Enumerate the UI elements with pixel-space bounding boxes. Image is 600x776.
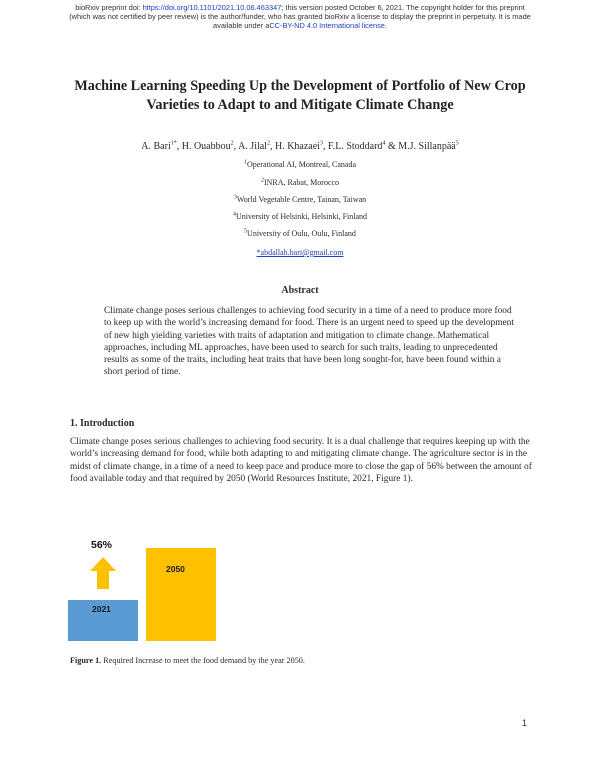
affiliation: $^3$World Vegetable Centre, Tainan, Taiwan — [233, 194, 367, 204]
increase-arrow-icon — [88, 557, 118, 589]
affiliation: $^5$University of Oulu, Oulu, Finland — [244, 228, 356, 238]
banner-line-3: available under aCC-BY-ND 4.0 International license. — [213, 21, 387, 31]
email-line — [40, 248, 560, 258]
author-list — [40, 141, 560, 152]
license-link[interactable]: CC-BY-ND 4.0 International license — [269, 21, 385, 31]
author: A. Jilal$^2$, — [238, 140, 275, 152]
affiliation: $^2$INRA, Rabat, Morocco — [260, 177, 340, 187]
preprint-banner — [0, 3, 600, 31]
bar-label-2021: 2021 — [92, 604, 111, 615]
author: F.L. Stoddard$^4$ & — [327, 140, 399, 152]
banner-line-2: (which was not certified by peer review) is the author/funder, who has granted bioRxiv a license to display the preprint in perpetuity. It is made — [69, 12, 531, 22]
paper-title: Machine Learning Speeding Up the Development of Portfolio of New Crop Varieties to Adapt to and Mitigate Climate Change — [74, 78, 526, 113]
bar-label-2050: 2050 — [166, 564, 185, 574]
increase-percent-label: 56% — [91, 539, 113, 551]
abstract-heading: Abstract — [281, 285, 319, 296]
doi-link[interactable]: https://doi.org/10.1101/2021.10.06.463347 — [142, 3, 282, 12]
author: H. Khazaei$^3$, — [274, 140, 328, 152]
figure-1-chart — [60, 533, 230, 648]
page-number: 1 — [522, 718, 528, 728]
author: A. Bari$^{1*}$, — [141, 140, 182, 152]
affiliation: $^1$Operational AI, Montreal, Canada — [243, 159, 357, 169]
section-heading-introduction: 1. Introduction — [70, 418, 135, 429]
author: H. Ouabbou$^2$, — [181, 140, 239, 152]
author: M.J. Sillanpää$^5$ — [398, 140, 459, 152]
bar-2050 — [146, 548, 216, 641]
introduction-text: Climate change poses serious challenges to achieving food security. It is a dual challenge that requires keeping up with the world’s increasing demand for food, while both adapting to and mitigating climate change. The agriculture sector is in the midst of climate change, in a time of a need to keep pace and produce more to close the gap of 56% between the amount of food available today and that required by 2050 (World Resources Institute, 2021, Figure 1). — [70, 437, 532, 484]
email-link[interactable]: *abdallah.bari@gmail.com — [256, 248, 344, 257]
banner-line-1: bioRxiv preprint doi: https://doi.org/10.1101/2021.10.06.463347; this version posted October 6, 2021. The copyright holder for this preprint — [75, 3, 525, 12]
affiliation: $^4$University of Helsinki, Helsinki, Finland — [232, 211, 368, 221]
figure-1-caption: Figure 1. Required Increase to meet the food demand by the year 2050. — [70, 656, 305, 665]
abstract-text: Climate change poses serious challenges to achieving food security in a time of a need to produce more food to keep up with the world’s increasing demand for food. There is an urgent need to speed up the development of new high yielding varieties with traits of adaptation and mitigation to climate change. Mathematical approaches, including ML approaches, have been used to search for such traits, leading to unprecedented results as some of the traits, including heat traits that have been long sought-for, have been found within a short period of time. — [104, 306, 514, 378]
